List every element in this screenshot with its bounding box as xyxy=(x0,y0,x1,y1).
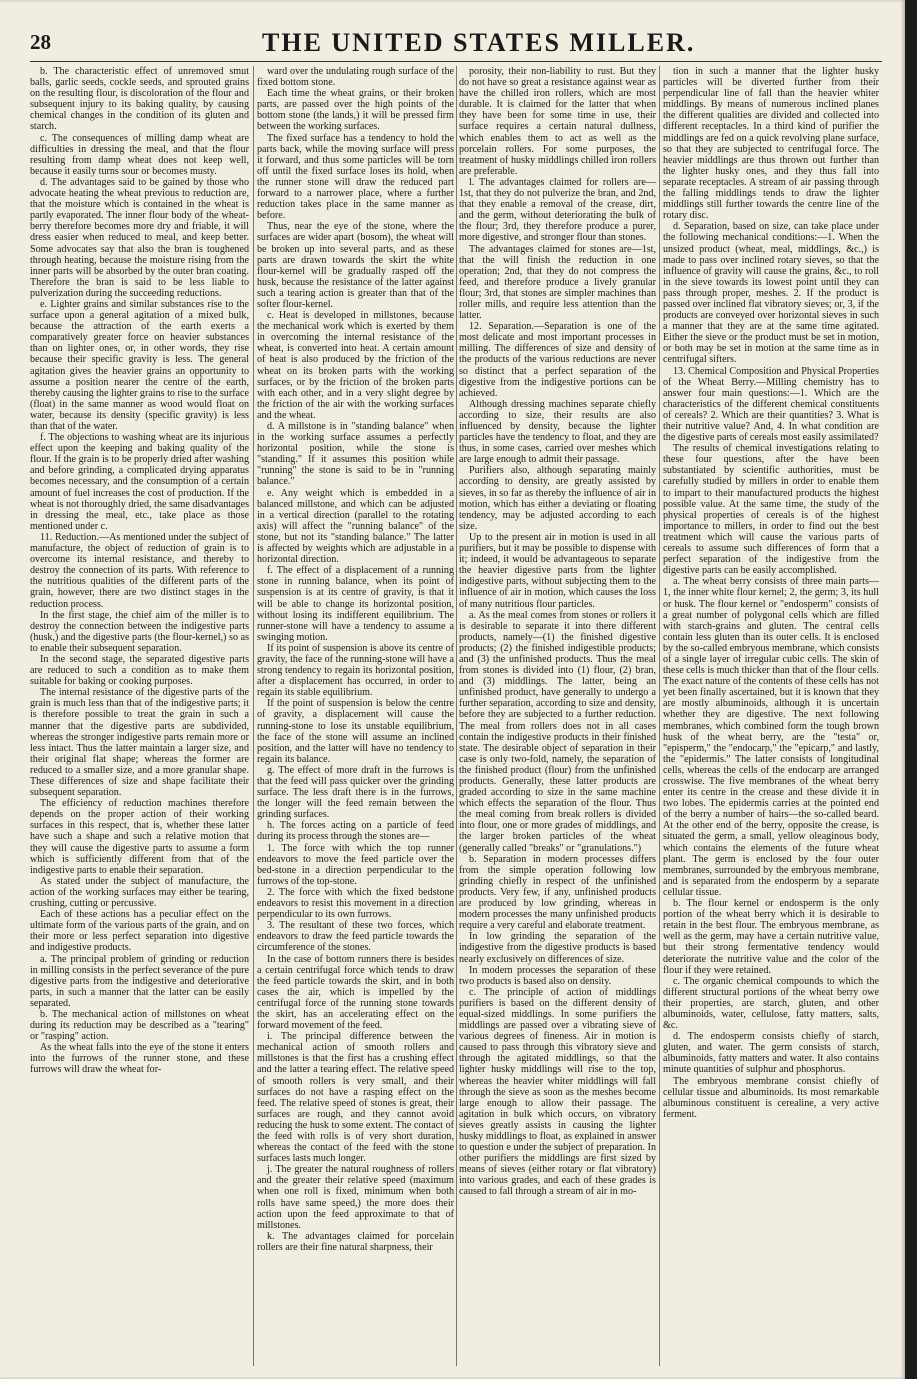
page-number: 28 xyxy=(30,30,51,54)
paragraph: The embryous membrane consist chiefly of cellular tissue and albuminoids. Its most remarkable albuminous constituent is cerealine, a very active ferment. xyxy=(663,1075,879,1120)
paragraph: a. The wheat berry consists of three main parts—1, the inner white flour kernel; 2, the germ; 3, its hull or husk. The flour kernel or "endosperm" consists of a great number of polygonal cells which are filled with starch-grains and gluten. The central cells contain less gluten than its outer cells. It is enclosed by the so-called embryous membrane, which consists of a single layer of irregular cubic cells. The skin of these cells is much thicker than that of the flour cells. The exact nature of the contents of these cells has not yet been finally ascertained, but it is known that they are mostly albuminoids, although it is uncertain whether they are digestive. The next following membranes, which combined form the tough brown husk of the wheat berry, are the "testa" or, "episperm," the "endocarp," the "epicarp," and lastly, the "epidermis." The latter consists of longitudinal cells, whereas the cells of the endocarp are arranged crosswise. The five membranes of the wheat berry enter its centre in the crease and these divide it in two lobes. The epidermis carries at the pointed end of the berry a number of hairs—the so-called beard. At the other end of the berry, opposite the crease, is situated the germ, a small, yellow oleaginous body, which contains the elements of the future wheat plant. The germ is enclosed by the four outer membranes, surrounded by the embryous membrane, and is separated from the endosperm by a separate cellular tissue. xyxy=(663,576,879,898)
paragraph: b. The flour kernel or endosperm is the only portion of the wheat berry which it is desirable to retain in the best flour. The embryous membrane, as well as the germ, may have a certain nutritive value, but their strong fermentative tendency would deteriorate the nutritive value and the color of the flour if they were retained. xyxy=(663,898,879,976)
paragraph: Although dressing machines separate chiefly according to size, their results are also influenced by density, because the lighter particles have the tendency to float, and they are thus, in some cases, carried over meshes which are large enough to admit their passage. xyxy=(459,398,656,466)
article-column-3 xyxy=(459,66,656,1371)
paragraph: In the case of bottom runners there is besides a certain centrifugal force which tends to draw the feed particle towards the skirt, and in both cases the air, which is impelled by the centrifugal force of the running stone towards the skirt, has an accelerating effect on the forward movement of the feed. xyxy=(257,953,454,1032)
paragraph: Purifiers also, although separating mainly according to density, are greatly assisted by sieves, in so far as thereby the influence of air in motion, which has either a deviating or floating tendency, may be adjusted according to each size. xyxy=(459,465,656,532)
paragraph: b. The characteristic effect of unremoved smut balls, garlic seeds, cockle seeds, and sprouted grains on the resulting flour, is discoloration of the flour and subsequent injury to its baking quality, by causing chemical changes in the condition of its gluten and starch. xyxy=(30,66,249,133)
paragraph: d. The advantages said to be gained by those who advocate heating the wheat previous to reduction are, that the moisture which is contained in the wheat is partly evaporated. The inner flour body of the wheat-berry therefore becomes more dry and friable, it will dress easier when reduced to meal, and keep better. Some advocates say that also the bran is toughened through heating, because the moisture rising from the inner parts will be absorbed by the outer bran coating. Therefore the bran is said to be less liable to pulverization during the succeeding reductions. xyxy=(30,176,249,299)
paragraph: a. As the meal comes from stones or rollers it is desirable to separate it into there different products, namely—(1) the finished digestive products; (2) the finished indigestible products; and (3) the unfinished products. Thus the meal from stones is divided into (1) flour, (2) bran, and (3) middlings. The latter, being an unfinished product, have generally to undergo a further separation, according to size and density, before they are subjected to a further reduction. The meal from rollers does not in all cases contain the indigestive products in their finished state. The desirable object of separation in their case is only two-fold, namely, the separation of the finished product (flour) from the unfinished products. Generally, these latter products are graded according to size in the same machine which effects the separation of the flour. Thus the meal coming from break rollers is divided into flour, one or more grades of middlings, and the larger broken particles of the wheat (generally called "breaks" or "granulations.") xyxy=(459,609,656,854)
paragraph: The advantages claimed for stones are—1st, that the will finish the reduction in one operation; 2nd, that they do not compress the feed, and therefore produce a lively granular flour; 3rd, that stones are simpler machines than roller mills, and require less attention than the latter. xyxy=(459,243,656,322)
paragraph: In modern processes the separation of these two products is based also on density. xyxy=(459,964,656,987)
paragraph: c. The principle of action of middlings purifiers is based on the different density of equal-sized middlings. In some purifiers the middlings are passed over a vibrating sieve of various degrees of fineness. Air in motion is caused to pass through this vibratory sieve and through the agitated middlings, so that the lighter husky middlings will rise to the top, whereas the heavier whiter middlings will fall through the sieve as soon as the meshes become large enough to allow their passage. The agitation in bulk which occurs, on vibratory sieves greatly assists in causing the lighter husky middlings to float, as explained in answer to question e under the subject of preparation. In other purifiers the middlings are first sized by means of sieves (either rotary or flat vibratory) into various grades, and each of these grades is caused to fall through a stream of air in mo- xyxy=(459,986,656,1198)
paragraph: e. Lighter grains and similar substances rise to the surface upon a general agitation of a mixed bulk, because the attraction of the earth exerts a comparatively greater force on heavier substances than on lighter ones, or, in other words, they rise because their specific gravity is less. The general agitation gives the heavier grains an opportunity to assume a position nearer the centre of the earth, thereby causing the lighter grains to rise to the surface (float) in the same manner as wood would float on water, because its density (specific gravity) is less than that of the water. xyxy=(30,298,249,432)
paragraph: 13. Chemical Composition and Physical Properties of the Wheat Berry.—Milling chemistry has to answer four main questions:—1. Which are the characteristics of the different chemical constituents of cereals? 2. Which are their quantities? 3. What is their nutritive value? And, 4. In what condition are the digestive parts of cereals most easily assimilated? xyxy=(663,365,879,444)
paragraph: porosity, their non-liability to rust. But they do not have so great a resistance against wear as have the chilled iron rollers, which are most durable. It is claimed for the latter that when they have been for some time in use, their surface requires a certain natural dullness, which enables them to act as well as the porcelain rollers. For some purposes, the treatment of husky middlings chilled iron rollers are preferable. xyxy=(459,66,656,177)
paragraph: d. The endosperm consists chiefly of starch, gluten, and water. The germ consists of starch, albuminoids, fatty matters and water. It also contains minute quantities of sulphur and phosphorus. xyxy=(663,1031,879,1076)
paragraph: i. The principal difference between the mechanical action of smooth rollers and millstones is that the first has a crushing effect and the latter a tearing effect. The relative speed of smooth rollers is very small, and their surfaces do not have a rasping effect on the feed. The relative speed of stones is great, their surfaces are rough, and they cannot avoid reducing the husk to some extent. The contact of the feed with rolls is of very short duration, whereas the contact of the feed with the stone surfaces lasts much longer. xyxy=(257,1031,454,1165)
paragraph: b. The mechanical action of millstones on wheat during its reduction may be described as a "tearing" or "rasping" action. xyxy=(30,1008,249,1043)
paragraph: 2. The force with which the fixed bedstone endeavors to resist this movement in a direction perpendicular to its own furrows. xyxy=(257,886,454,921)
paragraph: c. Heat is developed in millstones, because the mechanical work which is exerted by them in overcoming the internal resistance of the wheat, is converted into heat. A certain amount of heat is also produced by the friction of the wheat on its broken parts with the working surfaces, or by the friction of the broken parts with each other, and in a very slight degree by the friction of the air with the working surfaces and the wheat. xyxy=(257,310,454,421)
paragraph: l. The advantages claimed for rollers are—1st, that they do not pulverize the bran, and 2nd, that they enable a removal of the crease, dirt, and the germ, without deteriorating the bulk of the flour; 3rd, they therefore produce a purer, more digestive, and stronger flour than stones. xyxy=(459,176,656,244)
paragraph: j. The greater the natural roughness of rollers and the greater their relative speed (maximum when one roll is fixed, minimum when both rolls have same speed,) the more does their action upon the feed approximate to that of millstones. xyxy=(257,1164,454,1231)
paragraph: 3. The resultant of these two forces, which endeavors to draw the feed particle towards the circumference of the stones. xyxy=(257,920,454,954)
paragraph: Up to the present air in motion is used in all purifiers, but it may be possible to dispense with it; indeed, it would be advantageous to separate the heavier digestive parts from the lighter indigestive parts, without subjecting them to the influence of air in motion, which causes the loss of many nutritious flour particles. xyxy=(459,531,656,610)
paragraph: The efficiency of reduction machines therefore depends on the proper action of their working surfaces in this respect, that is, whether these latter have such a shape and such a relative motion that they will cause the digestive parts to assume a form which is sufficiently different from that of the indigestive parts to enable their separation. xyxy=(30,798,249,876)
paragraph: f. The objections to washing wheat are its injurious effect upon the keeping and baking quality of the flour. If the grain is to be properly dried after washing and before grinding, a complicated drying apparatus becomes necessary, and the consumption of a certain amount of fuel increases the cost of production. If the wheat is not thoroughly dried, the same disadvantages in dressing the meal, etc., take place as those mentioned under c. xyxy=(30,432,249,532)
column-divider xyxy=(253,66,254,1366)
paragraph: The results of chemical investigations relating to these four questions, after the have been substantiated by scientific authorities, must be carefully studied by millers in order to enable them to impart to their manufactured products the highest possible value. At the same time, the study of the physical properties of cereals is of the highest importance to millers, in order to find out the best treatment which will cause the various parts of cereals to assume such differences of form that a perfect separation of the indigestive from the digestive parts can be easily accomplished. xyxy=(663,443,879,577)
paragraph: 12. Separation.—Separation is one of the most delicate and most important processes in milling. The differences of size and density of the products of the various reductions are never so distinct that a perfect separation of the digestive from the indigestive portions can be achieved. xyxy=(459,321,656,399)
column-divider xyxy=(456,66,457,1366)
paragraph: Thus, near the eye of the stone, where the surfaces are wider apart (bosom), the wheat will be broken up into several parts, and as these parts are drawn towards the skirt the white flour-kernel will be gradually rasped off the husk, because the resistance of the latter against such a tearing action is greater than that of the softer flour-kernel. xyxy=(257,221,454,310)
paragraph: As stated under the subject of manufacture, the action of the working surfaces may either be tearing, crushing, cutting or percussive. xyxy=(30,875,249,910)
paragraph: c. The consequences of milling damp wheat are difficulties in dressing the meal, and that the flour resulting from damp wheat does not keep well, because it easily turns sour or becomes musty. xyxy=(30,132,249,177)
paragraph: h. The forces acting on a particle of feed during its process through the stones are— xyxy=(257,820,454,843)
paragraph: c. The organic chemical compounds to which the different structural portions of the wheat berry owe their properties, are starch, gluten, and other albuminoids, water, cellulose, fatty matters, salts, &c. xyxy=(663,975,879,1032)
paragraph: b. Separation in modern processes differs from the simple operation following low grinding chiefly in respect of the unfinished products. Very few, if any, unfinished products are produced by low grinding, whereas in modern processes the many unfinished products require a very careful and elaborate treatment. xyxy=(459,853,656,932)
paragraph: g. The effect of more draft in the furrows is that the feed will pass quicker over the grinding surface. The less draft there is in the furrows, the longer will the feed remain between the grinding surfaces. xyxy=(257,764,454,821)
paragraph: d. Separation, based on size, can take place under the following mechanical conditions:—1. When the unsized product (wheat, meal, middlings, &c.,) is made to pass over inclined rotary sieves, so that the influence of gravity will cause the grains, &c., to roll in the sieve towards its lowest point until they can pass through proper, meshes. 2. If the product is passed over inclined flat vibratory sieves; or, 3, if the products are conveyed over horizontal sieves in such a manner that they are at the same time agitated. Either the sieve or the product must be set in motion, or both may be set in motion at the same time as in centrifugal sifters. xyxy=(663,221,879,366)
paragraph: f. The effect of a displacement of a running stone in running balance, when its point of suspension is at its centre of gravity, is that it will be able to change its horizontal position, without losing its indifferent equilibrium. The runner-stone will have a tendency to assume a swinging motion. xyxy=(257,565,454,643)
paragraph: In the first stage, the chief aim of the miller is to destroy the connection between the indigestive parts (husk,) and the digestive parts (the flour-kernel,) so as to enable their subsequent separation. xyxy=(30,609,249,654)
paragraph: The fixed surface has a tendency to hold the parts back, while the moving surface will press it forward, and thus some particles will be torn off until the fixed surface loses its hold, when the runner stone will draw the reduced part forward to a narrower place, where a further reduction takes place in the same manner as before. xyxy=(257,132,454,222)
paragraph: k. The advantages claimed for porcelain rollers are their fine natural sharpness, their xyxy=(257,1230,454,1253)
paragraph: e. Any weight which is embedded in a balanced millstone, and which can be adjusted in a vertical direction (parallel to the rotating axis) will affect the "running balance" of the stone, but not its "standing balance." The latter is affected by weights which are adjustable in a horizontal direction. xyxy=(257,487,454,566)
paragraph: d. A millstone is in "standing balance" when in the working surface assumes a perfectly horizontal position, while the stone is "standing." If it assumes this position while "running" the stone is said to be in "running balance." xyxy=(257,421,454,488)
article-column-1 xyxy=(30,66,249,1371)
paragraph: If the point of suspension is below the centre of gravity, a displacement will cause the running-stone to lose its unstable equilibrium, the face of the stone will assume an inclined position, and the latter will have no tendency to regain its balance. xyxy=(257,698,454,765)
paragraph: If its point of suspension is above its centre of gravity, the face of the running-stone will have a strong tendency to regain its horizontal position, after a displacement has occurred, in order to regain its stable equilibrium. xyxy=(257,642,454,699)
paragraph: Each time the wheat grains, or their broken parts, are passed over the high points of the bottom stone (the lands,) it will be pressed firm between the working surfaces. xyxy=(257,88,454,133)
paragraph: tion in such a manner that the lighter husky particles will be diverted further from their perpendicular line of fall than the heavier whiter middlings. By means of numerous inclined planes the different qualities are divided and collected into different receptacles. In a third kind of purifier the middlings are fed on a quick revolving plane surface, so that they are subjected to centrifugal force. The heavier middlings are thus thrown out further than the lighter husky ones, and they thus fall into separate receptacles. A stream of air passing through the falling middlings tends to draw the lighter middlings still further towards the centre line of the rotary disc. xyxy=(663,66,879,222)
paragraph: 1. The force with which the top runner endeavors to move the feed particle over the bed-stone in a direction perpendicular to the furrows of the top-stone. xyxy=(257,842,454,887)
paragraph: 11. Reduction.—As mentioned under the subject of manufacture, the object of reduction of grain is to overcome its internal resistance, and thereby to destroy the connection of its parts. With reference to the nutritious qualities of the different parts of the grain, however, there are two distinct stages in the reduction process. xyxy=(30,531,249,610)
paragraph: The internal resistance of the digestive parts of the grain is much less than that of the indigestive parts; it is therefore possible to treat the grain in such a manner that the digestive parts are subdivided, whereas the stronger indigestive parts remain more or less intact. Thus the latter maintain a larger size, and their original flat shape; whereas the former are reduced to a smaller size, and a more granular shape. These differences of size and shape facilitate their subsequent separation. xyxy=(30,687,249,799)
article-column-2 xyxy=(257,66,454,1371)
header-rule xyxy=(30,61,882,62)
column-divider xyxy=(659,66,660,1366)
paragraph: In low grinding the separation of the indigestive from the digestive products is based nearly exclusively on differences of size. xyxy=(459,931,656,965)
paragraph: As the wheat falls into the eye of the stone it enters into the furrows of the runner stone, and these furrows will draw the wheat for- xyxy=(30,1042,249,1076)
paragraph: In the second stage, the separated digestive parts are reduced to such a condition as to make them suitable for baking or cooking purposes. xyxy=(30,653,249,688)
paragraph: a. The principal problem of grinding or reduction in milling consists in the perfect severance of the pure digestive parts from the indigestive and deteriorative parts, in such a manner that the latter can be easily separated. xyxy=(30,953,249,1009)
article-column-4 xyxy=(663,66,879,1371)
masthead-title: THE UNITED STATES MILLER. xyxy=(262,28,696,57)
paragraph: Each of these actions has a peculiar effect on the ultimate form of the various parts of the grain, and on their more or less perfect separation into digestive and indigestive products. xyxy=(30,909,249,954)
paragraph: ward over the undulating rough surface of the fixed bottom stone. xyxy=(257,66,454,89)
